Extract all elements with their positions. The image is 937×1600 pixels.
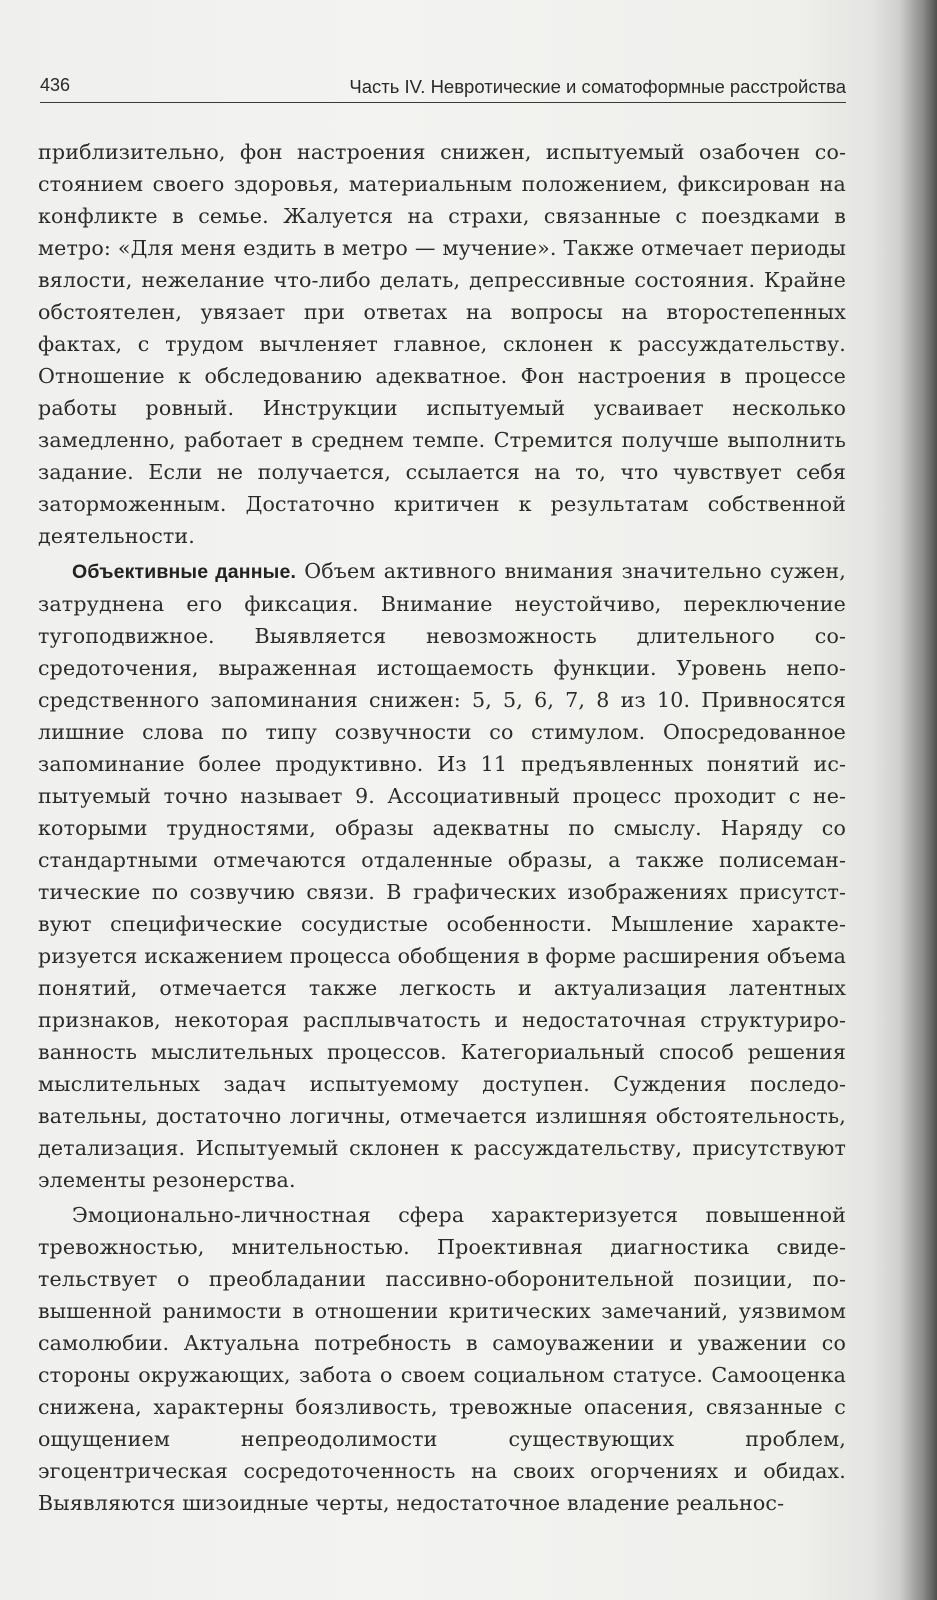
paragraph-3-text: Эмоционально-личностная сфера характеризуется повышенной тревожностью, мнительностью. Проективная диагностика свидетельствует о преобладании пассивно-оборонительной позиции, повышенной ранимости в отношении критических замечаний, уязвимом самолюбии. Актуальна потребность в самоуважении и уважении со стороны окружающих, забота о своем социальном статусе. Самооценка снижена, характерны боязливость, тревожные опасения, связанные с ощущением непреодолимости существующих проблем, эгоцентрическая сосредоточенность на своих огорчениях и обидах. Выявляются шизоидные черты, недостаточное владение реальнос- [38, 1203, 846, 1515]
paragraph-1-text: приблизительно, фон настроения снижен, испытуемый озабочен состоянием своего здоровья, материальным положением, фиксирован на конфликте в семье. Жалуется на страхи, связанные с поездками в метро: «Для меня ездить в метро — мучение». Также отмечает периоды вялости, нежелание что-либо делать, депрессивные состояния. Крайне обстоятелен, увязает при ответах на вопросы на второстепенных фактах, с трудом вычленяет главное, склонен к рассуждательству. Отношение к обследованию адекватное. Фон настроения в процессе работы ровный. Инструкции испытуемый усваивает несколько замедленно, работает в среднем темпе. Стремится получше выполнить задание. Если не получается, ссылается на то, что чувствует себя заторможенным. Достаточно критичен к результатам собственной деятельности. [38, 140, 846, 548]
body-text [38, 136, 846, 1519]
running-header [40, 74, 846, 103]
paragraph-2-heading: Объективные данные. [72, 561, 297, 583]
paragraph-2-text: Объем активного внимания значительно сужен, затруднена его фиксация. Внимание неустойчиво, переключение тугоподвижное. Выявляется невозможность длительного сосредоточения, выраженная истощаемость функции. Уровень непосредственного запоминания снижен: 5, 5, 6, 7, 8 из 10. Привносятся лишние слова по типу созвучности со стимулом. Опосредованное запоминание более продуктивно. Из 11 предъявленных понятий испытуемый точно называет 9. Ассоциативный процесс проходит с некоторыми трудностями, образы адекватны по смыслу. Наряду со стандартными отмечаются отдаленные образы, а также полисемантические по созвучию связи. В графических изображениях присутствуют специфические сосудистые особенности. Мышление характеризуется искажением процесса обобщения в форме расширения объема понятий, отмечается также легкость и актуализация латентных признаков, некоторая расплывчатость и недостаточная структурированность мыслительных процессов. Категориальный способ решения мыслительных задач испытуемому доступен. Суждения последовательны, достаточно логичны, отмечается излишняя обстоятельность, детализация. Испытуемый склонен к рассуждательству, присутствуют элементы резонерства. [38, 559, 846, 1192]
running-title: Часть IV. Невротические и соматоформные расстройства [349, 76, 846, 97]
paragraph-3 [38, 1199, 846, 1519]
page-number: 436 [40, 75, 71, 95]
paragraph-2 [38, 555, 846, 1196]
paragraph-1 [38, 136, 846, 552]
